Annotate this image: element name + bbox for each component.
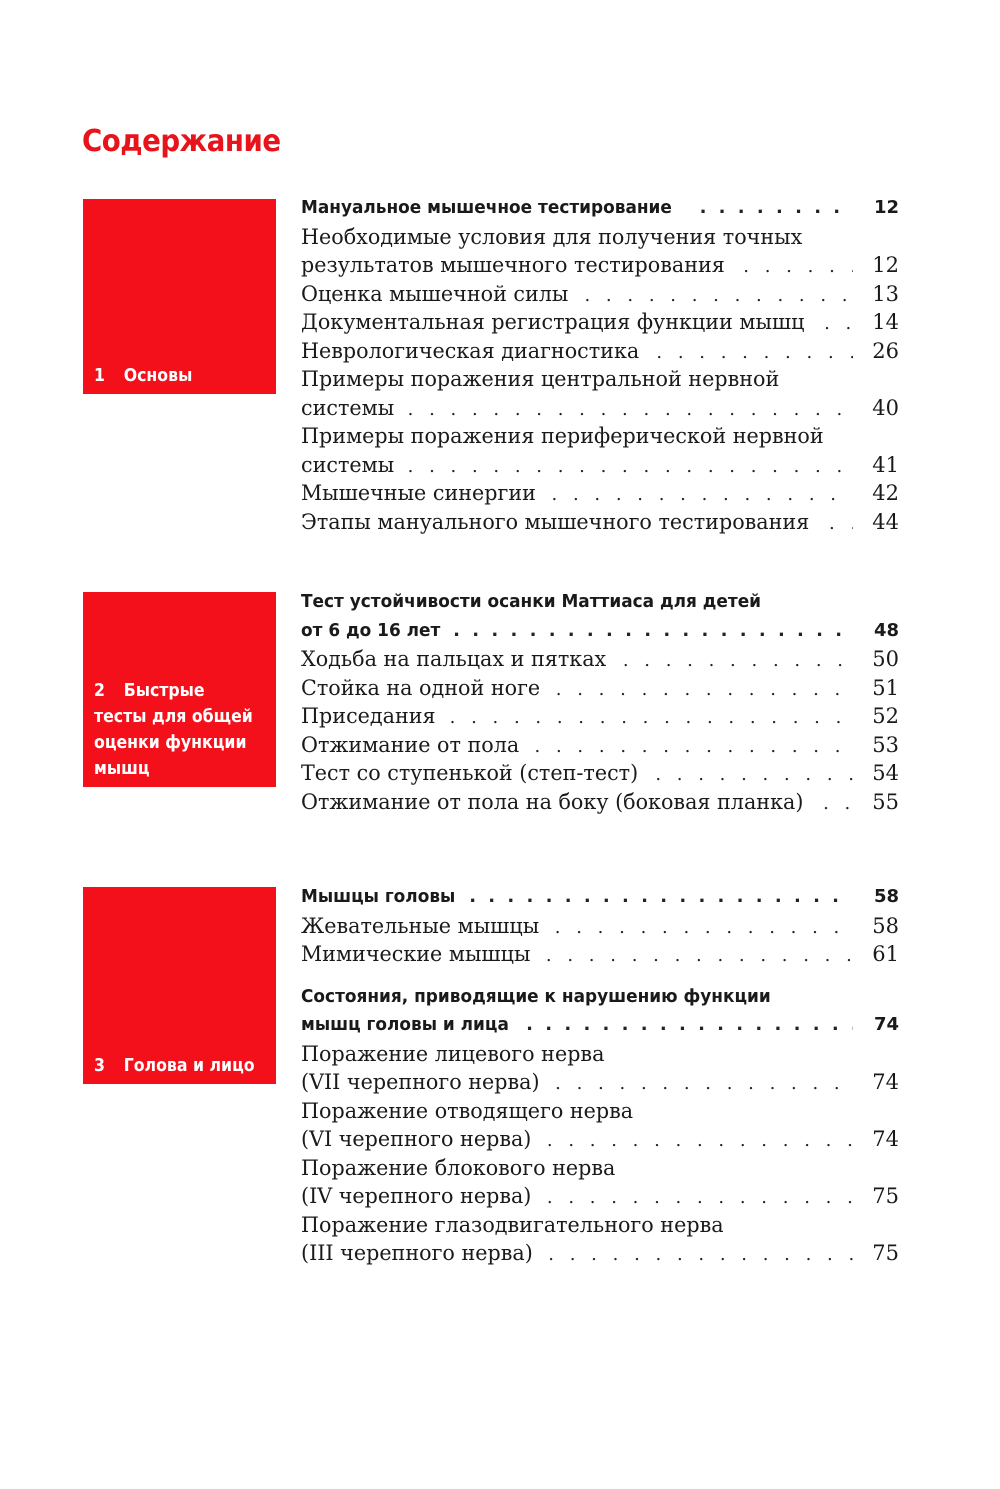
toc-entry-text: Тест со ступенькой (степ-тест) xyxy=(301,761,639,785)
page-number: 12 xyxy=(872,253,899,277)
toc-line xyxy=(301,194,899,223)
toc-entry-text: Необходимые условия для получения точных xyxy=(301,224,803,249)
toc-line xyxy=(301,280,899,309)
page-number: 44 xyxy=(872,509,899,534)
toc-entry[interactable] xyxy=(301,731,899,760)
toc-line xyxy=(301,1125,899,1154)
toc-section-heading[interactable] xyxy=(301,588,899,645)
toc-line xyxy=(301,422,899,451)
toc-entry[interactable] xyxy=(301,479,899,508)
toc-line xyxy=(301,251,899,280)
toc-line xyxy=(301,702,899,731)
toc-line xyxy=(301,479,899,508)
toc-entry-text: (VI черепного нерва) xyxy=(301,1127,532,1151)
chapter-3-entries xyxy=(301,883,899,1268)
chapter-2-label xyxy=(94,678,256,782)
section-gap xyxy=(301,969,899,983)
dot-leader xyxy=(408,453,853,482)
dot-leader xyxy=(584,282,853,311)
toc-entry[interactable] xyxy=(301,674,899,703)
toc-entry-text: Ходьба на пальцах и пятках xyxy=(301,647,607,671)
toc-entry-text: Отжимание от пола на боку (боковая планка) xyxy=(301,789,804,814)
toc-line xyxy=(301,451,899,480)
toc-entry-text: Мышцы головы xyxy=(301,886,456,907)
toc-entry-text: системы xyxy=(301,395,395,420)
toc-line xyxy=(301,588,899,617)
toc-entry[interactable] xyxy=(301,912,899,941)
toc-entry-text: Примеры поражения периферической нервной xyxy=(301,424,824,448)
chapter-1-box xyxy=(83,199,276,394)
dot-leader xyxy=(556,676,853,705)
toc-entry-text: Поражение блокового нерва xyxy=(301,1155,616,1180)
toc-entry-text: системы xyxy=(301,452,395,477)
toc-line xyxy=(301,1097,899,1126)
chapter-2-box xyxy=(83,592,276,787)
page-number: 26 xyxy=(872,338,899,363)
toc-line xyxy=(301,617,899,646)
toc-line xyxy=(301,508,899,537)
toc-entry-text: Оценка мышечной силы xyxy=(301,281,569,306)
toc-section-heading[interactable] xyxy=(301,194,899,223)
toc-line xyxy=(301,1040,899,1069)
toc-entry[interactable] xyxy=(301,1040,899,1097)
toc-line xyxy=(301,394,899,423)
dot-leader xyxy=(824,310,853,339)
chapter-title: Основы xyxy=(123,366,193,386)
toc-line xyxy=(301,940,899,969)
toc-entry-text: Тест устойчивости осанки Маттиаса для детей xyxy=(301,591,762,612)
toc-entry-text: (VII черепного нерва) xyxy=(301,1070,540,1094)
toc-entry-text: Поражение отводящего нерва xyxy=(301,1098,634,1123)
toc-entry-text: Мануальное мышечное тестирование xyxy=(301,197,672,218)
page-number: 41 xyxy=(872,452,899,477)
toc-line xyxy=(301,1068,899,1097)
toc-entry[interactable] xyxy=(301,788,899,817)
page-number: 12 xyxy=(873,197,899,218)
toc-entry[interactable] xyxy=(301,223,899,280)
page-number: 54 xyxy=(872,761,899,785)
dot-leader xyxy=(469,883,853,912)
dot-leader xyxy=(546,942,853,971)
dot-leader xyxy=(555,1070,853,1099)
toc-entry-text: (III черепного нерва) xyxy=(301,1241,533,1265)
toc-line xyxy=(301,1239,899,1268)
dot-leader xyxy=(823,790,853,819)
toc-line xyxy=(301,308,899,337)
page-number: 52 xyxy=(872,704,899,728)
toc-entry-text: Поражение лицевого нерва xyxy=(301,1041,605,1066)
toc-line xyxy=(301,365,899,394)
toc-entry-text: Документальная регистрация функции мышц xyxy=(301,310,805,334)
toc-line xyxy=(301,645,899,674)
page-number: 40 xyxy=(872,395,899,420)
toc-entry[interactable] xyxy=(301,308,899,337)
chapter-title-line: тесты для общей xyxy=(94,707,253,727)
dot-leader xyxy=(547,1184,853,1213)
page-title: Содержание xyxy=(82,124,281,159)
toc-entry[interactable] xyxy=(301,422,899,479)
toc-entry-text: Поражение глазодвигательного нерва xyxy=(301,1212,724,1237)
chapter-title: Голова и лицо xyxy=(123,1056,255,1076)
toc-entry-text: от 6 до 16 лет xyxy=(301,619,441,641)
toc-line xyxy=(301,731,899,760)
toc-entry-text: мышц головы и лица xyxy=(301,1014,509,1035)
chapter-3-label xyxy=(94,1053,256,1079)
toc-line xyxy=(301,912,899,941)
page-number: 58 xyxy=(873,886,899,907)
dot-leader xyxy=(655,761,853,790)
dot-leader xyxy=(743,253,853,282)
chapter-2-entries xyxy=(301,588,899,816)
dot-leader xyxy=(408,396,853,425)
toc-entry[interactable] xyxy=(301,702,899,731)
page-number: 48 xyxy=(873,619,899,641)
page-number: 75 xyxy=(872,1184,899,1208)
chapter-1-entries xyxy=(301,194,899,536)
toc-entry-text: Стойка на одной ноге xyxy=(301,675,541,700)
toc-section-heading[interactable] xyxy=(301,983,899,1040)
chapter-number: 1 xyxy=(94,366,105,386)
toc-entry[interactable] xyxy=(301,508,899,537)
toc-entry[interactable] xyxy=(301,1211,899,1268)
toc-entry-text: Примеры поражения центральной нервной xyxy=(301,367,780,391)
toc-entry-text: Состояния, приводящие к нарушению функции xyxy=(301,985,771,1007)
toc-entry[interactable] xyxy=(301,1154,899,1211)
page-number: 61 xyxy=(872,942,899,966)
page-number: 13 xyxy=(872,281,899,306)
chapter-title-line: мышц xyxy=(94,759,150,779)
toc-entry-text: Приседания xyxy=(301,704,436,728)
toc-entry[interactable] xyxy=(301,337,899,366)
dot-leader xyxy=(547,1127,853,1156)
page-number: 50 xyxy=(872,647,899,671)
chapter-3-box xyxy=(83,887,276,1084)
page-number: 51 xyxy=(872,675,899,700)
toc-entry[interactable] xyxy=(301,759,899,788)
page-number: 42 xyxy=(872,481,899,505)
dot-leader xyxy=(453,617,853,646)
dot-leader xyxy=(700,194,853,223)
page-number: 74 xyxy=(873,1014,899,1035)
page-number: 55 xyxy=(872,789,899,814)
toc-line xyxy=(301,1211,899,1240)
dot-leader xyxy=(623,647,853,676)
toc-entry-text: Жевательные мышцы xyxy=(301,913,540,938)
toc-entry[interactable] xyxy=(301,940,899,969)
toc-entry-text: Неврологическая диагностика xyxy=(301,338,640,363)
page-number: 58 xyxy=(872,913,899,938)
toc-line xyxy=(301,1011,899,1040)
toc-line xyxy=(301,1154,899,1183)
chapter-1-label xyxy=(94,363,256,389)
dot-leader xyxy=(656,339,853,368)
dot-leader xyxy=(526,1011,853,1040)
toc-entry[interactable] xyxy=(301,645,899,674)
toc-entry-text: (IV черепного нерва) xyxy=(301,1184,532,1208)
dot-leader xyxy=(535,733,853,762)
dot-leader xyxy=(450,704,853,733)
page-number: 75 xyxy=(872,1241,899,1265)
chapter-title-line: оценки функции xyxy=(94,733,247,753)
page-number: 14 xyxy=(872,310,899,334)
toc-line xyxy=(301,883,899,912)
chapter-number: 2 xyxy=(94,681,105,701)
dot-leader xyxy=(548,1241,853,1270)
chapter-title-line: Быстрые xyxy=(123,681,205,701)
toc-entry-text: Этапы мануального мышечного тестирования xyxy=(301,509,810,534)
toc-line xyxy=(301,337,899,366)
dot-leader xyxy=(552,481,854,510)
dot-leader xyxy=(555,914,853,943)
toc-line xyxy=(301,983,899,1012)
toc-entry[interactable] xyxy=(301,1097,899,1154)
toc-entry-text: результатов мышечного тестирования xyxy=(301,253,725,277)
page-number: 74 xyxy=(872,1070,899,1094)
toc-entry[interactable] xyxy=(301,365,899,422)
toc-section-heading[interactable] xyxy=(301,883,899,912)
chapter-number: 3 xyxy=(94,1056,105,1076)
toc-entry-text: Отжимание от пола xyxy=(301,732,520,757)
page-number: 53 xyxy=(872,732,899,757)
toc-line xyxy=(301,1182,899,1211)
toc-entry-text: Мышечные синергии xyxy=(301,481,536,505)
toc-line xyxy=(301,223,899,252)
toc-line xyxy=(301,788,899,817)
dot-leader xyxy=(829,510,853,539)
toc-entry-text: Мимические мышцы xyxy=(301,942,531,966)
toc-line xyxy=(301,674,899,703)
toc-line xyxy=(301,759,899,788)
page-number: 74 xyxy=(872,1127,899,1151)
toc-entry[interactable] xyxy=(301,280,899,309)
